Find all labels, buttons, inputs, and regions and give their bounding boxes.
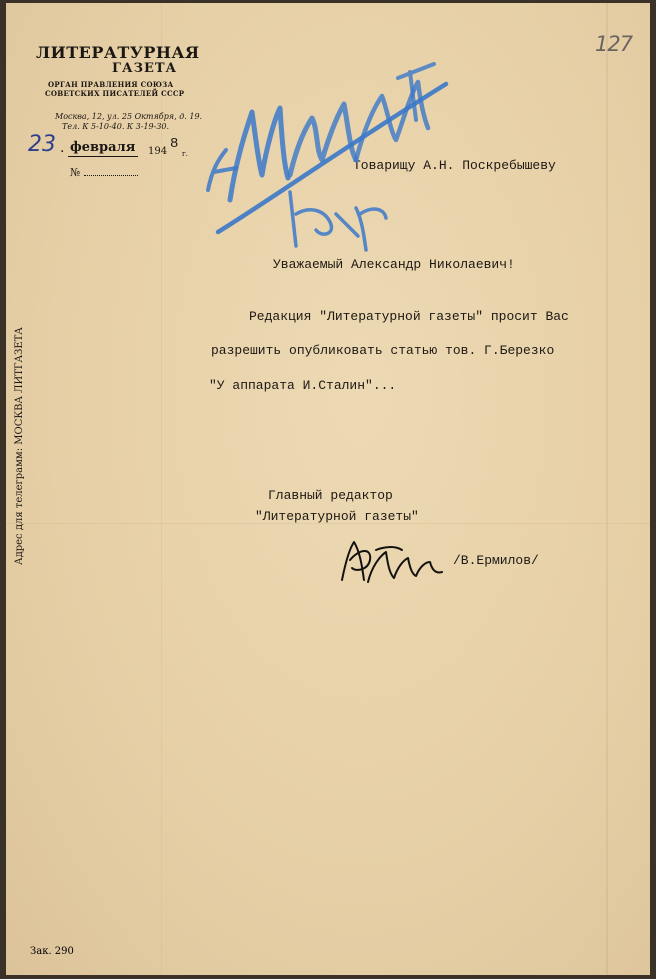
addressee-line: Товарищу А.Н. Поскребышеву bbox=[353, 158, 556, 173]
paragraph-line-3: "У аппарата И.Сталин"... bbox=[209, 378, 397, 393]
date-day: 23 bbox=[28, 132, 56, 157]
date-year-digit: 8 bbox=[170, 136, 179, 152]
organ-line-2: СОВЕТСКИХ ПИСАТЕЛЕЙ СССР bbox=[45, 89, 185, 98]
order-number: Зак. 290 bbox=[30, 946, 74, 957]
masthead-subtitle: ГАЗЕТА bbox=[112, 61, 178, 76]
date-year-suffix: г. bbox=[182, 150, 188, 158]
organ-line-1: ОРГАН ПРАВЛЕНИЯ СОЮЗА bbox=[48, 80, 174, 89]
address-line-2: Тел. К 5-10-40. К 3-19-30. bbox=[62, 122, 170, 131]
date-month: февраля bbox=[70, 140, 136, 155]
archive-page-number: 127 bbox=[595, 32, 633, 56]
paragraph-line-1: Редакция "Литературной газеты" просит Вас bbox=[249, 309, 569, 324]
masthead-title: ЛИТЕРАТУРНАЯ bbox=[36, 43, 200, 62]
signature-title-line-2: "Литературной газеты" bbox=[255, 509, 419, 524]
blue-pencil-resolution bbox=[208, 64, 446, 250]
signature-name: /В.Ермилов/ bbox=[453, 553, 539, 568]
number-label: № bbox=[70, 166, 81, 179]
signature-ink bbox=[342, 542, 442, 582]
signature-title-line-1: Главный редактор bbox=[268, 488, 393, 503]
greeting-line: Уважаемый Александр Николаевич! bbox=[273, 257, 515, 272]
date-dot: . bbox=[60, 140, 65, 156]
address-line-1: Москва, 12, ул. 25 Октября, д. 19. bbox=[55, 112, 203, 121]
paragraph-line-2: разрешить опубликовать статью тов. Г.Березко bbox=[211, 343, 555, 358]
telegram-address: Адрес для телеграмм: МОСКВА ЛИТГАЗЕТА bbox=[14, 327, 25, 565]
date-year-prefix: 194 bbox=[148, 146, 168, 157]
